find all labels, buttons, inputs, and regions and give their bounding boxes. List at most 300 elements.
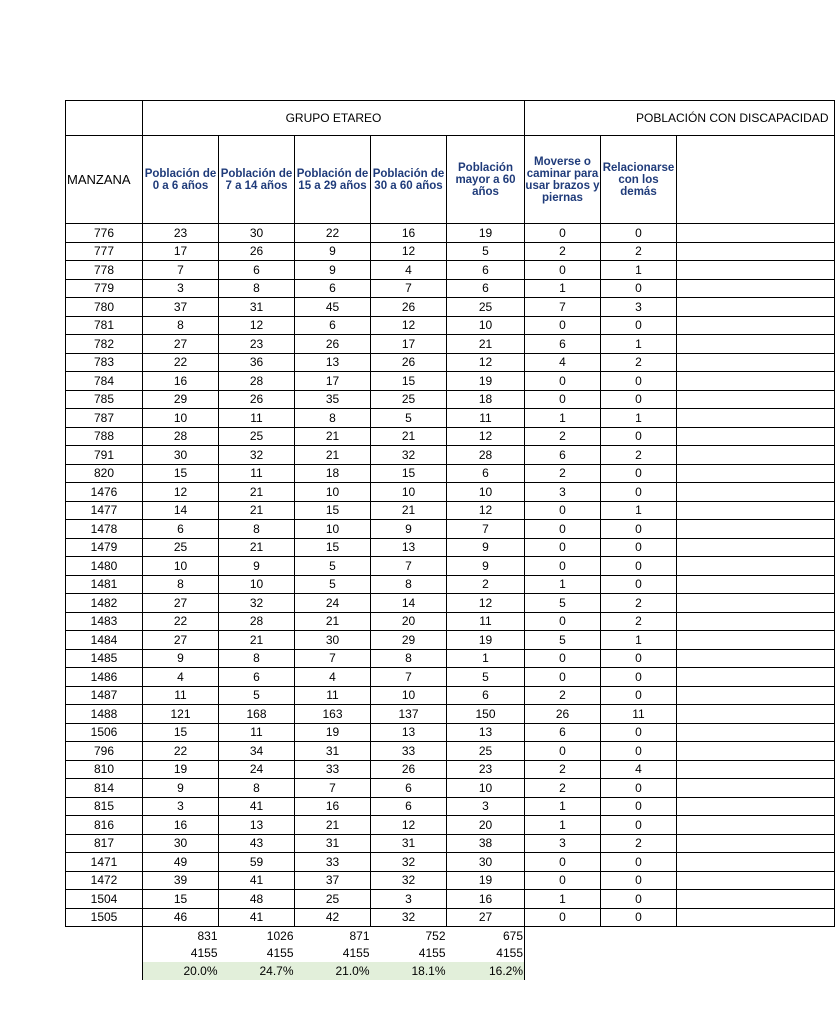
value-cell: 11 — [295, 686, 371, 705]
summary-cell: 4155 — [266, 946, 294, 961]
value-cell: 9 — [295, 242, 371, 261]
value-cell: 21 — [295, 816, 371, 835]
empty-cell — [677, 335, 835, 354]
value-cell: 6 — [447, 686, 525, 705]
value-cell: 0 — [525, 316, 601, 335]
value-cell: 6 — [371, 797, 447, 816]
value-cell: 12 — [447, 353, 525, 372]
value-cell: 17 — [371, 335, 447, 354]
empty-cell — [677, 890, 835, 909]
value-cell: 16 — [447, 890, 525, 909]
value-cell: 20 — [371, 612, 447, 631]
value-cell: 11 — [447, 612, 525, 631]
value-cell: 4 — [601, 760, 677, 779]
empty-cell — [677, 483, 835, 502]
value-cell: 25 — [143, 538, 219, 557]
empty-cell — [601, 945, 677, 963]
manzana-cell: 1488 — [66, 705, 143, 724]
empty-cell — [677, 557, 835, 576]
value-cell: 31 — [295, 742, 371, 761]
spreadsheet — [65, 100, 829, 978]
value-cell: 2 — [601, 594, 677, 613]
value-cell: 0 — [525, 871, 601, 890]
manzana-cell: 1487 — [66, 686, 143, 705]
value-cell: 21 — [219, 631, 295, 650]
value-cell: 28 — [447, 446, 525, 465]
value-cell: 59 — [219, 853, 295, 872]
col-header-moverse: Moverse o caminar para usar brazos y piernas — [525, 136, 601, 224]
value-cell: 8 — [219, 649, 295, 668]
empty-cell — [677, 686, 835, 705]
manzana-cell: 815 — [66, 797, 143, 816]
summary-cell: 4155 — [447, 945, 525, 963]
summary-cell: 831 — [143, 927, 219, 945]
value-cell: 16 — [143, 372, 219, 391]
value-cell: 12 — [447, 501, 525, 520]
value-cell: 12 — [447, 427, 525, 446]
table-row — [66, 816, 835, 835]
value-cell: 8 — [143, 575, 219, 594]
group-etareo-header: GRUPO ETAREO — [143, 101, 525, 136]
value-cell: 1 — [525, 816, 601, 835]
summary-cell: 1026 — [266, 928, 294, 943]
value-cell: 26 — [371, 298, 447, 317]
manzana-cell: 796 — [66, 742, 143, 761]
value-cell: 27 — [143, 631, 219, 650]
manzana-cell: 1484 — [66, 631, 143, 650]
value-cell: 9 — [371, 520, 447, 539]
value-cell: 26 — [295, 335, 371, 354]
value-cell: 37 — [295, 871, 371, 890]
value-cell: 7 — [295, 649, 371, 668]
value-cell: 48 — [219, 890, 295, 909]
empty-cell — [677, 853, 835, 872]
value-cell: 5 — [295, 557, 371, 576]
value-cell: 8 — [371, 575, 447, 594]
value-cell: 0 — [601, 816, 677, 835]
summary-cell: 675 — [447, 927, 525, 945]
value-cell: 10 — [371, 483, 447, 502]
value-cell: 32 — [371, 908, 447, 927]
manzana-cell: 1477 — [66, 501, 143, 520]
manzana-header: MANZANA — [66, 136, 143, 224]
value-cell: 26 — [525, 705, 601, 724]
value-cell: 28 — [219, 612, 295, 631]
value-cell: 0 — [601, 483, 677, 502]
manzana-cell: 782 — [66, 335, 143, 354]
value-cell: 32 — [219, 594, 295, 613]
value-cell: 33 — [295, 853, 371, 872]
value-cell: 0 — [601, 908, 677, 927]
empty-cell — [677, 945, 835, 963]
value-cell: 38 — [447, 834, 525, 853]
empty-cell — [677, 316, 835, 335]
value-cell: 2 — [601, 612, 677, 631]
value-cell: 18 — [447, 390, 525, 409]
value-cell: 3 — [143, 797, 219, 816]
manzana-cell: 817 — [66, 834, 143, 853]
value-cell: 150 — [447, 705, 525, 724]
value-cell: 27 — [143, 335, 219, 354]
table-row — [66, 279, 835, 298]
value-cell: 16 — [143, 816, 219, 835]
table-row — [66, 871, 835, 890]
table-row — [66, 520, 835, 539]
manzana-cell: 1471 — [66, 853, 143, 872]
table-row — [66, 464, 835, 483]
value-cell: 49 — [143, 853, 219, 872]
empty-cell — [677, 575, 835, 594]
population-table — [65, 100, 835, 980]
value-cell: 6 — [525, 723, 601, 742]
table-row — [66, 853, 835, 872]
value-cell: 6 — [219, 261, 295, 280]
table-row — [66, 501, 835, 520]
table-row — [66, 594, 835, 613]
value-cell: 11 — [143, 686, 219, 705]
value-cell: 14 — [143, 501, 219, 520]
manzana-cell: 1478 — [66, 520, 143, 539]
empty-cell — [677, 908, 835, 927]
value-cell: 25 — [295, 890, 371, 909]
empty-cell — [66, 927, 143, 945]
value-cell: 13 — [371, 538, 447, 557]
manzana-cell: 820 — [66, 464, 143, 483]
value-cell: 30 — [143, 834, 219, 853]
value-cell: 0 — [601, 390, 677, 409]
table-row — [66, 538, 835, 557]
value-cell: 3 — [525, 834, 601, 853]
value-cell: 17 — [295, 372, 371, 391]
value-cell: 1 — [447, 649, 525, 668]
value-cell: 8 — [371, 649, 447, 668]
value-cell: 23 — [447, 760, 525, 779]
manzana-cell: 779 — [66, 279, 143, 298]
table-row — [66, 261, 835, 280]
value-cell: 0 — [601, 520, 677, 539]
value-cell: 32 — [371, 853, 447, 872]
summary-cell: 4155 — [342, 946, 370, 961]
empty-cell — [677, 501, 835, 520]
value-cell: 0 — [601, 797, 677, 816]
value-cell: 2 — [447, 575, 525, 594]
value-cell: 3 — [371, 890, 447, 909]
value-cell: 12 — [371, 242, 447, 261]
value-cell: 11 — [219, 464, 295, 483]
value-cell: 14 — [371, 594, 447, 613]
value-cell: 1 — [601, 335, 677, 354]
table-row — [66, 427, 835, 446]
manzana-cell: 1476 — [66, 483, 143, 502]
value-cell: 3 — [447, 797, 525, 816]
value-cell: 3 — [143, 279, 219, 298]
table-row — [66, 224, 835, 243]
value-cell: 1 — [525, 797, 601, 816]
value-cell: 30 — [295, 631, 371, 650]
value-cell: 37 — [143, 298, 219, 317]
table-row — [66, 483, 835, 502]
value-cell: 41 — [219, 908, 295, 927]
empty-cell — [525, 962, 601, 980]
value-cell: 10 — [143, 409, 219, 428]
value-cell: 3 — [601, 298, 677, 317]
value-cell: 0 — [525, 853, 601, 872]
summary-cell: 18.1% — [371, 962, 447, 980]
value-cell: 0 — [601, 538, 677, 557]
summary-cell: 21.0% — [295, 962, 371, 980]
value-cell: 10 — [219, 575, 295, 594]
value-cell: 10 — [143, 557, 219, 576]
value-cell: 0 — [601, 279, 677, 298]
value-cell: 15 — [295, 538, 371, 557]
value-cell: 1 — [601, 501, 677, 520]
column-header-row — [66, 136, 835, 224]
value-cell: 1 — [525, 575, 601, 594]
value-cell: 21 — [295, 427, 371, 446]
value-cell: 0 — [601, 316, 677, 335]
value-cell: 18 — [295, 464, 371, 483]
value-cell: 2 — [525, 427, 601, 446]
empty-cell — [677, 927, 835, 945]
value-cell: 2 — [525, 760, 601, 779]
table-row — [66, 390, 835, 409]
empty-cell — [66, 962, 143, 980]
value-cell: 10 — [447, 483, 525, 502]
empty-cell — [677, 464, 835, 483]
value-cell: 5 — [295, 575, 371, 594]
manzana-cell: 1504 — [66, 890, 143, 909]
table-row — [66, 316, 835, 335]
summary-cell: 16.2% — [447, 962, 525, 980]
value-cell: 15 — [371, 372, 447, 391]
value-cell: 16 — [371, 224, 447, 243]
value-cell: 26 — [219, 390, 295, 409]
value-cell: 11 — [219, 409, 295, 428]
value-cell: 19 — [447, 631, 525, 650]
value-cell: 10 — [295, 520, 371, 539]
value-cell: 30 — [447, 853, 525, 872]
empty-cell — [677, 797, 835, 816]
table-row — [66, 612, 835, 631]
value-cell: 0 — [525, 668, 601, 687]
value-cell: 46 — [143, 908, 219, 927]
value-cell: 15 — [143, 464, 219, 483]
manzana-cell: 787 — [66, 409, 143, 428]
value-cell: 1 — [525, 890, 601, 909]
manzana-cell: 778 — [66, 261, 143, 280]
summary-cell: 4155 — [143, 945, 219, 963]
value-cell: 15 — [143, 890, 219, 909]
empty-cell — [66, 945, 143, 963]
value-cell: 1 — [601, 261, 677, 280]
value-cell: 32 — [371, 871, 447, 890]
col-header-next — [677, 136, 835, 224]
value-cell: 19 — [447, 871, 525, 890]
percentage-row — [66, 962, 835, 980]
value-cell: 22 — [143, 742, 219, 761]
table-row — [66, 760, 835, 779]
value-cell: 7 — [371, 279, 447, 298]
empty-cell — [677, 612, 835, 631]
table-row — [66, 668, 835, 687]
corner-cell — [66, 101, 143, 136]
empty-cell — [677, 538, 835, 557]
value-cell: 0 — [601, 853, 677, 872]
empty-cell — [525, 945, 601, 963]
manzana-cell: 1483 — [66, 612, 143, 631]
value-cell: 0 — [601, 742, 677, 761]
value-cell: 21 — [219, 501, 295, 520]
value-cell: 45 — [295, 298, 371, 317]
value-cell: 6 — [525, 446, 601, 465]
empty-cell — [677, 962, 835, 980]
value-cell: 0 — [601, 668, 677, 687]
value-cell: 19 — [295, 723, 371, 742]
empty-cell — [677, 742, 835, 761]
value-cell: 0 — [525, 908, 601, 927]
manzana-cell: 1481 — [66, 575, 143, 594]
value-cell: 0 — [525, 557, 601, 576]
value-cell: 5 — [447, 242, 525, 261]
value-cell: 168 — [219, 705, 295, 724]
value-cell: 27 — [447, 908, 525, 927]
table-row — [66, 890, 835, 909]
empty-cell — [677, 668, 835, 687]
value-cell: 0 — [601, 723, 677, 742]
value-cell: 20 — [447, 816, 525, 835]
table-row — [66, 779, 835, 798]
value-cell: 13 — [447, 723, 525, 742]
table-row — [66, 335, 835, 354]
value-cell: 0 — [601, 890, 677, 909]
value-cell: 25 — [219, 427, 295, 446]
value-cell: 13 — [219, 816, 295, 835]
value-cell: 28 — [219, 372, 295, 391]
empty-cell — [677, 871, 835, 890]
value-cell: 22 — [143, 612, 219, 631]
value-cell: 0 — [525, 261, 601, 280]
value-cell: 0 — [601, 224, 677, 243]
value-cell: 23 — [219, 335, 295, 354]
col-header-relacionarse: Relacionarse con los demás — [601, 136, 677, 224]
value-cell: 6 — [143, 520, 219, 539]
value-cell: 6 — [447, 261, 525, 280]
value-cell: 31 — [295, 834, 371, 853]
value-cell: 12 — [371, 816, 447, 835]
value-cell: 24 — [219, 760, 295, 779]
manzana-cell: 777 — [66, 242, 143, 261]
value-cell: 23 — [143, 224, 219, 243]
value-cell: 19 — [447, 224, 525, 243]
value-cell: 6 — [447, 464, 525, 483]
value-cell: 30 — [143, 446, 219, 465]
manzana-cell: 1486 — [66, 668, 143, 687]
value-cell: 7 — [371, 668, 447, 687]
group-discapacidad-header: POBLACIÓN CON DISCAPACIDAD — [525, 101, 835, 136]
manzana-cell: 776 — [66, 224, 143, 243]
empty-cell — [677, 261, 835, 280]
value-cell: 22 — [295, 224, 371, 243]
group-header-row — [66, 101, 835, 136]
empty-cell — [677, 390, 835, 409]
value-cell: 8 — [295, 409, 371, 428]
empty-cell — [601, 927, 677, 945]
table-row — [66, 575, 835, 594]
manzana-cell: 784 — [66, 372, 143, 391]
value-cell: 32 — [371, 446, 447, 465]
value-cell: 26 — [219, 242, 295, 261]
value-cell: 0 — [601, 871, 677, 890]
value-cell: 7 — [295, 779, 371, 798]
value-cell: 17 — [143, 242, 219, 261]
value-cell: 12 — [143, 483, 219, 502]
empty-cell — [601, 962, 677, 980]
manzana-cell: 791 — [66, 446, 143, 465]
value-cell: 0 — [601, 464, 677, 483]
value-cell: 13 — [371, 723, 447, 742]
value-cell: 39 — [143, 871, 219, 890]
table-row — [66, 834, 835, 853]
value-cell: 0 — [601, 557, 677, 576]
value-cell: 0 — [525, 742, 601, 761]
value-cell: 5 — [525, 594, 601, 613]
value-cell: 8 — [219, 520, 295, 539]
value-cell: 6 — [447, 279, 525, 298]
empty-cell — [677, 779, 835, 798]
table-row — [66, 705, 835, 724]
value-cell: 0 — [525, 372, 601, 391]
empty-cell — [677, 594, 835, 613]
value-cell: 5 — [447, 668, 525, 687]
value-cell: 8 — [219, 779, 295, 798]
value-cell: 2 — [601, 834, 677, 853]
value-cell: 41 — [219, 797, 295, 816]
empty-cell — [525, 927, 601, 945]
value-cell: 19 — [447, 372, 525, 391]
value-cell: 31 — [219, 298, 295, 317]
value-cell: 0 — [601, 575, 677, 594]
value-cell: 7 — [447, 520, 525, 539]
value-cell: 6 — [295, 316, 371, 335]
summary-cell: 24.7% — [219, 962, 295, 980]
value-cell: 5 — [219, 686, 295, 705]
manzana-cell: 785 — [66, 390, 143, 409]
value-cell: 24 — [295, 594, 371, 613]
empty-cell — [677, 372, 835, 391]
value-cell: 43 — [219, 834, 295, 853]
value-cell: 1 — [525, 279, 601, 298]
value-cell: 12 — [219, 316, 295, 335]
table-row — [66, 298, 835, 317]
manzana-cell: 788 — [66, 427, 143, 446]
col-header-30-60: Población de 30 a 60 años — [371, 136, 447, 224]
value-cell: 0 — [601, 427, 677, 446]
col-header-0-6: Población de 0 a 6 años — [143, 136, 219, 224]
value-cell: 11 — [601, 705, 677, 724]
empty-cell — [677, 834, 835, 853]
value-cell: 5 — [371, 409, 447, 428]
value-cell: 19 — [143, 760, 219, 779]
col-header-60-plus: Población mayor a 60 años — [447, 136, 525, 224]
table-row — [66, 242, 835, 261]
manzana-cell: 1485 — [66, 649, 143, 668]
table-row — [66, 649, 835, 668]
summary-cell: 20.0% — [143, 962, 219, 980]
value-cell: 1 — [601, 631, 677, 650]
value-cell: 9 — [143, 649, 219, 668]
value-cell: 9 — [447, 538, 525, 557]
value-cell: 21 — [447, 335, 525, 354]
